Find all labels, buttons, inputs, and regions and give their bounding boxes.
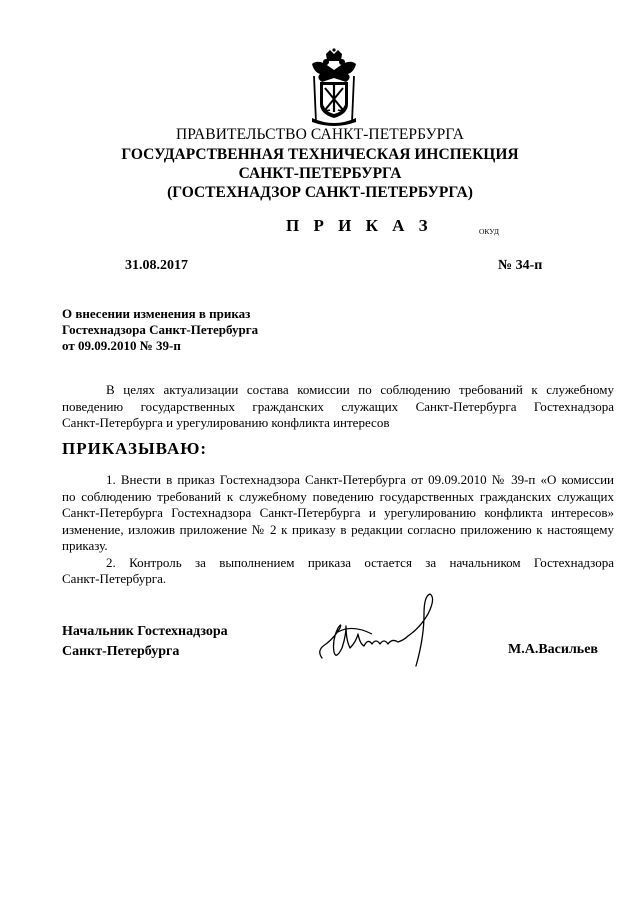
item-1-line: по соблюдению требований к служебному поведению государственных гражданских служащих [62,488,614,504]
preamble-line: В целях актуализации состава комиссии по соблюдению требований к служебному [106,382,614,397]
item-1-line: 1. Внести в приказ Гостехнадзора Санкт-Петербурга от 09.09.2010 № 39-п «О комиссии [106,472,614,487]
decree-items [62,472,614,588]
item-1-line: приказу. [62,538,108,553]
preamble-paragraph [62,382,614,432]
coat-of-arms-emblem [306,48,362,126]
subject-line: О внесении изменения в приказ [62,306,251,321]
handwritten-signature [312,588,462,670]
order-date: 31.08.2017 [125,258,188,273]
signer-position-line: Санкт-Петербурга [62,644,180,659]
preamble-line: поведению государственных гражданских служащих Санкт-Петербурга Гостехнадзора [62,398,614,414]
signer-name: М.А.Васильев [508,642,598,657]
inspection-name-line1: ГОСУДАРСТВЕННАЯ ТЕХНИЧЕСКАЯ ИНСПЕКЦИЯ [121,146,519,163]
signer-position [62,622,228,662]
okud-label: ОКУД [479,227,499,236]
item-1-line: Санкт-Петербурга Гостехнадзора Санкт-Петербурга и урегулированию конфликта интересов» [62,505,614,520]
item-2-line: 2. Контроль за выполнением приказа остается за начальником Гостехнадзора [106,554,614,570]
government-name: ПРАВИТЕЛЬСТВО САНКТ-ПЕТЕРБУРГА [175,126,465,143]
signer-position-line: Начальник Гостехнадзора [62,624,228,639]
subject-line: Гостехнадзора Санкт-Петербурга [62,322,259,337]
item-2-line: Санкт-Петербурга. [62,571,167,586]
subject-line: от 09.09.2010 № 39-п [62,338,181,353]
inspection-name-line3: (ГОСТЕХНАДЗОР САНКТ-ПЕТЕРБУРГА) [167,184,473,201]
order-number: № 34-п [498,258,543,273]
inspection-name-line2: САНКТ-ПЕТЕРБУРГА [238,165,402,182]
order-subject [62,306,258,354]
decree-heading: ПРИКАЗЫВАЮ: [62,439,208,458]
preamble-line: Санкт-Петербурга и урегулированию конфликта интересов [62,415,390,430]
item-1-line: изменение, изложив приложение № 2 к приказу в редакции согласно приложению к настоящему [62,521,614,537]
document-type-title: П Р И К А З [286,216,433,235]
